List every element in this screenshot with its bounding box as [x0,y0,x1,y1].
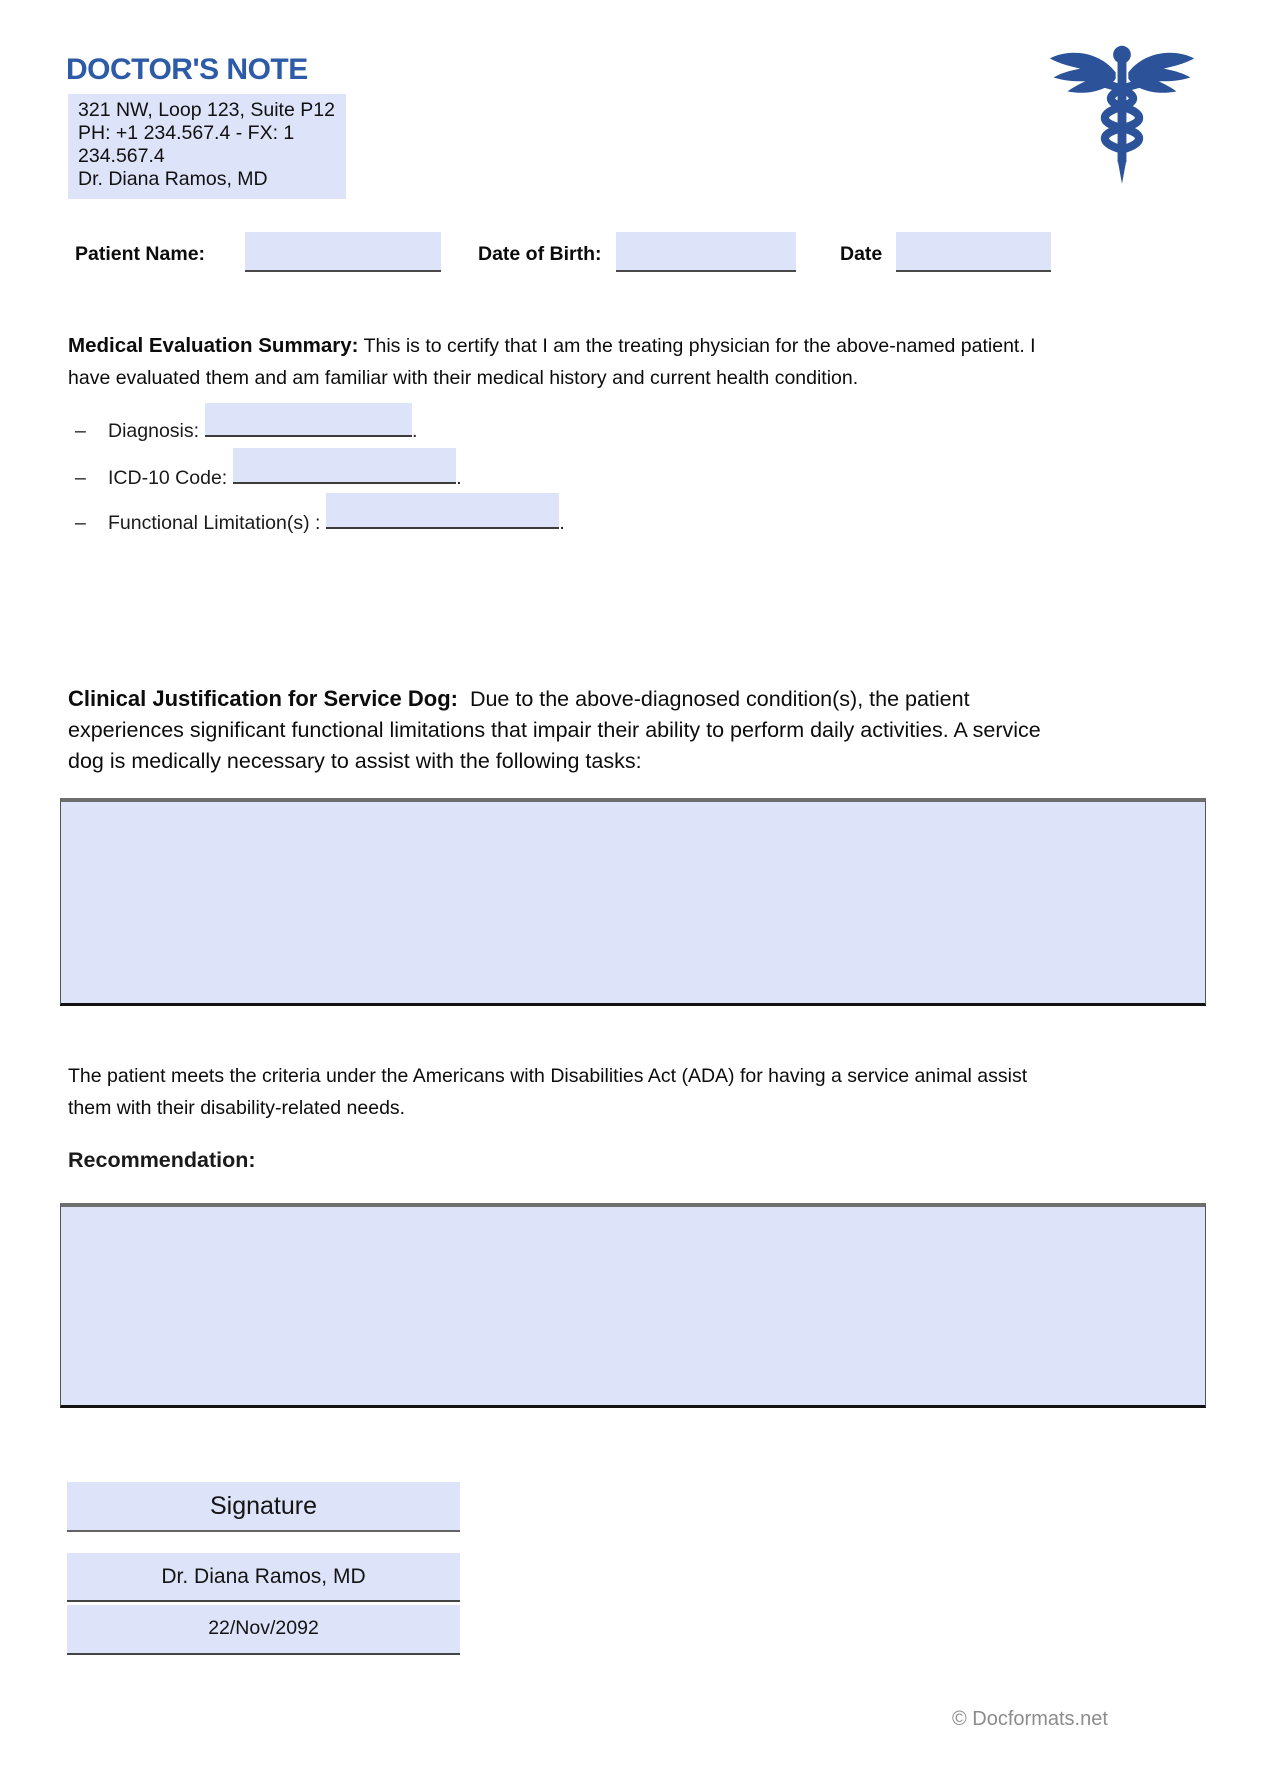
ada-statement: The patient meets the criteria under the Americans with Disabilities Act (ADA) for having a service animal assist them with their disability-related needs. [68,1065,1028,1119]
dash-bullet: – [75,512,86,534]
clinical-justification-body: Due to the above-diagnosed condition(s), the patient experiences significant functional limitations that impair their ability to perform daily activities. A service dog is medically necessary to assist with the following tasks: [68,687,1041,773]
dash-bullet: – [75,420,86,442]
dob-field[interactable] [616,232,796,272]
copyright-watermark: © Docformats.net [952,1708,1108,1730]
medical-summary-body: This is to certify that I am the treating physician for the above-named patient. I have evaluated them and am familiar with their medical history and current health condition. [68,335,1036,389]
recommendation-textarea[interactable] [60,1203,1206,1408]
phone-fax-line: PH: +1 234.567.4 - FX: 1 234.567.4 [78,122,295,167]
signature-field[interactable]: Signature [67,1482,460,1532]
medical-summary-list [68,403,768,538]
recommendation-heading: Recommendation: [68,1148,256,1172]
physician-name-field[interactable]: Dr. Diana Ramos, MD [67,1553,460,1602]
dob-label: Date of Birth: [478,243,602,265]
dash-bullet: – [75,467,86,489]
list-item-icd10: – ICD-10 Code: . [68,448,768,493]
page-title: DOCTOR'S NOTE [66,53,308,86]
physician-line: Dr. Diana Ramos, MD [78,168,268,190]
functional-limitation-field[interactable] [326,493,559,529]
diagnosis-field[interactable] [205,403,412,437]
patient-name-label: Patient Name: [75,243,206,265]
address-line: 321 NW, Loop 123, Suite P12 [78,99,335,121]
date-field[interactable] [896,232,1051,272]
clinical-justification-heading: Clinical Justification for Service Dog: [68,686,458,711]
list-item-functional-limitation: – Functional Limitation(s) : . [68,493,768,538]
caduceus-icon [1038,42,1206,194]
icd10-field[interactable] [233,448,456,484]
signature-date-field[interactable]: 22/Nov/2092 [67,1605,460,1655]
tasks-textarea[interactable] [60,798,1206,1006]
clinical-justification-paragraph [68,683,1058,777]
medical-summary-heading: Medical Evaluation Summary: [68,334,359,357]
date-label: Date [840,243,883,265]
list-item-diagnosis: – Diagnosis: . [68,403,768,448]
clinic-address-block [68,94,346,199]
patient-name-field[interactable] [245,232,441,272]
medical-summary-paragraph [68,330,1036,394]
